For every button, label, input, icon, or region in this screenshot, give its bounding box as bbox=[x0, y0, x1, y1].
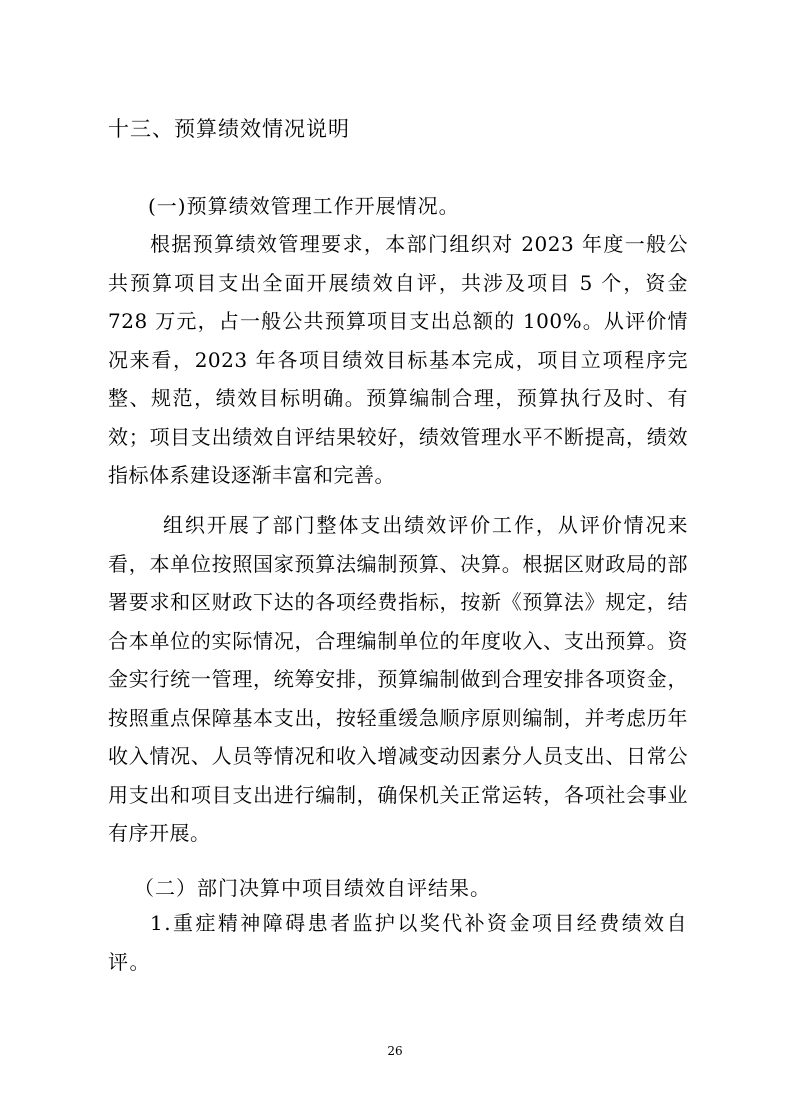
section-title: 十三、预算绩效情况说明 bbox=[108, 117, 350, 141]
page-number: 26 bbox=[387, 1044, 403, 1058]
paragraph-overall-expenditure-evaluation: 组织开展了部门整体支出绩效评价工作，从评价情况来看，本单位按照国家预算法编制预算、决算。根据区财政局的部署要求和区财政下达的各项经费指标，按新《预算法》规定，结合本单位的实际情况，合理编制单位的年度收入、支出预算。资金实行统一管理，统筹安排，预算编制做到合理安排各项资金，按照重点保障基本支出，按轻重缓急顺序原则编制，并考虑历年收入情况、人员等情况和收入增减变动因素分人员支出、日常公用支出和项目支出进行编制，确保机关正常运转，各项社会事业有序开展。 bbox=[108, 513, 688, 845]
paragraph-project-self-evaluation: 根据预算绩效管理要求，本部门组织对 2023 年度一般公共预算项目支出全面开展绩效自评，共涉及项目 5 个，资金 728 万元，占一般公共预算项目支出总额的 100%。从评价情况来看，2023 年各项目绩效目标基本完成，项目立项程序完整、规范，绩效目标明确。预算编制合理，预算执行及时、有效；项目支出绩效自评结果较好，绩效管理水平不断提高，绩效指标体系建设逐渐丰富和完善。 bbox=[108, 232, 688, 487]
subheading-project-self-evaluation-results: （二）部门决算中项目绩效自评结果。 bbox=[134, 876, 491, 900]
paragraph-project-item-1: 1.重症精神障碍患者监护以奖代补资金项目经费绩效自评。 bbox=[108, 911, 688, 974]
subheading-budget-performance-management: (一)预算绩效管理工作开展情况。 bbox=[148, 194, 460, 218]
